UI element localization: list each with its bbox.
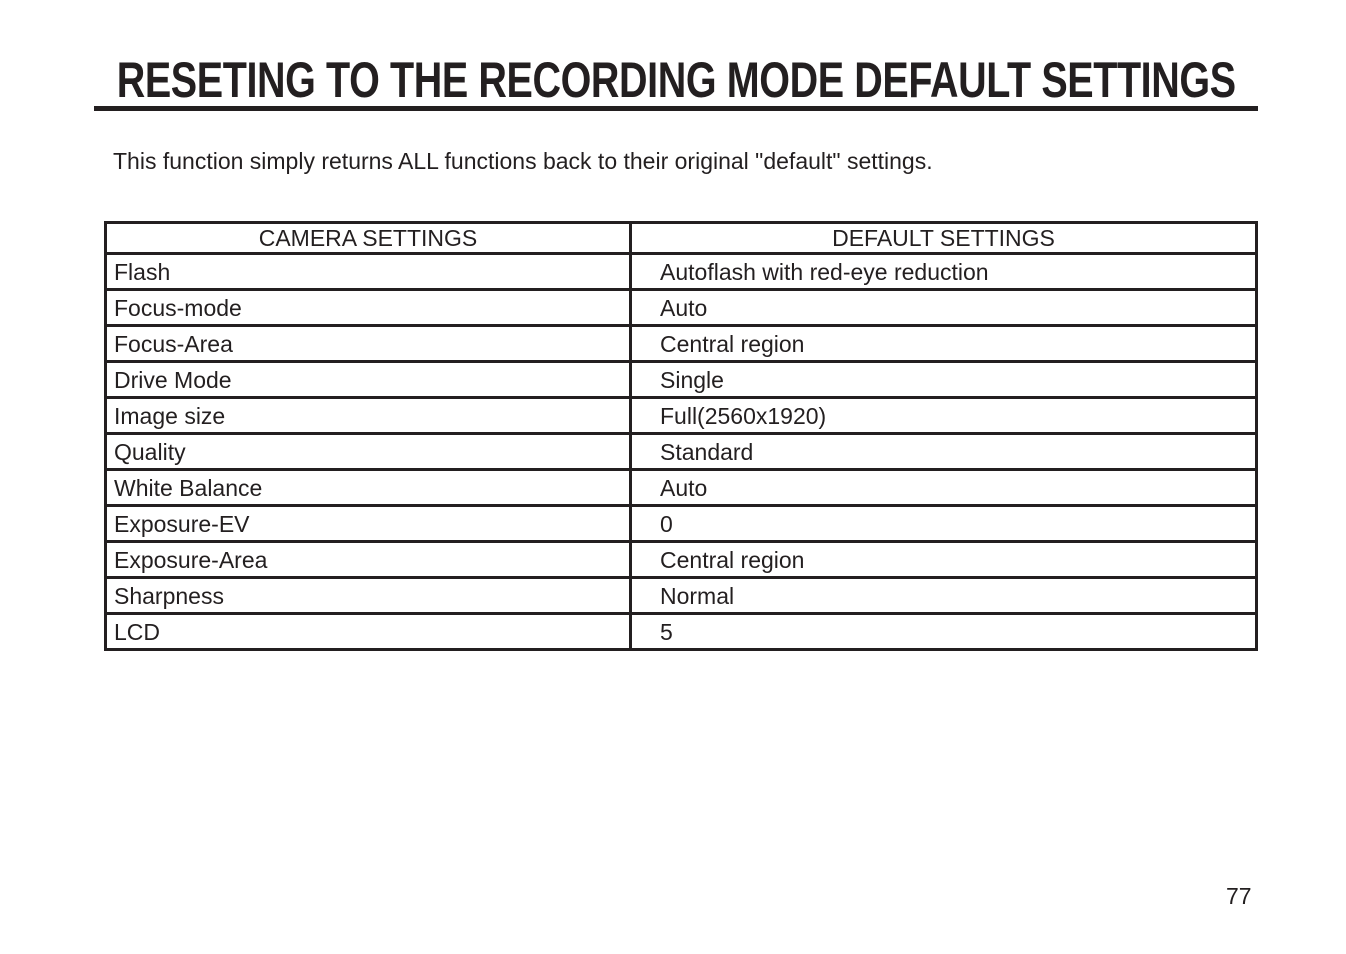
table-row xyxy=(106,470,1257,506)
table-header-row xyxy=(106,223,1257,254)
intro-text: This function simply returns ALL functions back to their original "default" settings. xyxy=(113,148,933,174)
setting-default: 5 xyxy=(631,614,1257,650)
setting-name: Image size xyxy=(106,398,631,434)
setting-name: LCD xyxy=(106,614,631,650)
table-row xyxy=(106,614,1257,650)
setting-name: Drive Mode xyxy=(106,362,631,398)
setting-default: Central region xyxy=(631,542,1257,578)
setting-default: Normal xyxy=(631,578,1257,614)
setting-default: Single xyxy=(631,362,1257,398)
setting-default: Auto xyxy=(631,470,1257,506)
table-row xyxy=(106,326,1257,362)
header-camera-settings: CAMERA SETTINGS xyxy=(106,223,631,254)
setting-default: 0 xyxy=(631,506,1257,542)
setting-default: Autoflash with red-eye reduction xyxy=(631,254,1257,290)
setting-name: Flash xyxy=(106,254,631,290)
page-title: RESETING TO THE RECORDING MODE DEFAULT SETTINGS xyxy=(116,52,1236,108)
table-row xyxy=(106,506,1257,542)
setting-name: Sharpness xyxy=(106,578,631,614)
table-row xyxy=(106,542,1257,578)
default-settings-table xyxy=(104,221,1258,651)
table-row xyxy=(106,434,1257,470)
setting-default: Full(2560x1920) xyxy=(631,398,1257,434)
table-row xyxy=(106,290,1257,326)
setting-name: Exposure-EV xyxy=(106,506,631,542)
setting-default: Auto xyxy=(631,290,1257,326)
header-default-settings: DEFAULT SETTINGS xyxy=(631,223,1257,254)
setting-default: Standard xyxy=(631,434,1257,470)
setting-name: Quality xyxy=(106,434,631,470)
table-row xyxy=(106,362,1257,398)
setting-name: Focus-Area xyxy=(106,326,631,362)
setting-name: White Balance xyxy=(106,470,631,506)
page-number: 77 xyxy=(1226,883,1252,909)
setting-name: Exposure-Area xyxy=(106,542,631,578)
page-title-bar xyxy=(94,50,1258,111)
table-row xyxy=(106,254,1257,290)
setting-default: Central region xyxy=(631,326,1257,362)
table-row xyxy=(106,578,1257,614)
setting-name: Focus-mode xyxy=(106,290,631,326)
table-row xyxy=(106,398,1257,434)
